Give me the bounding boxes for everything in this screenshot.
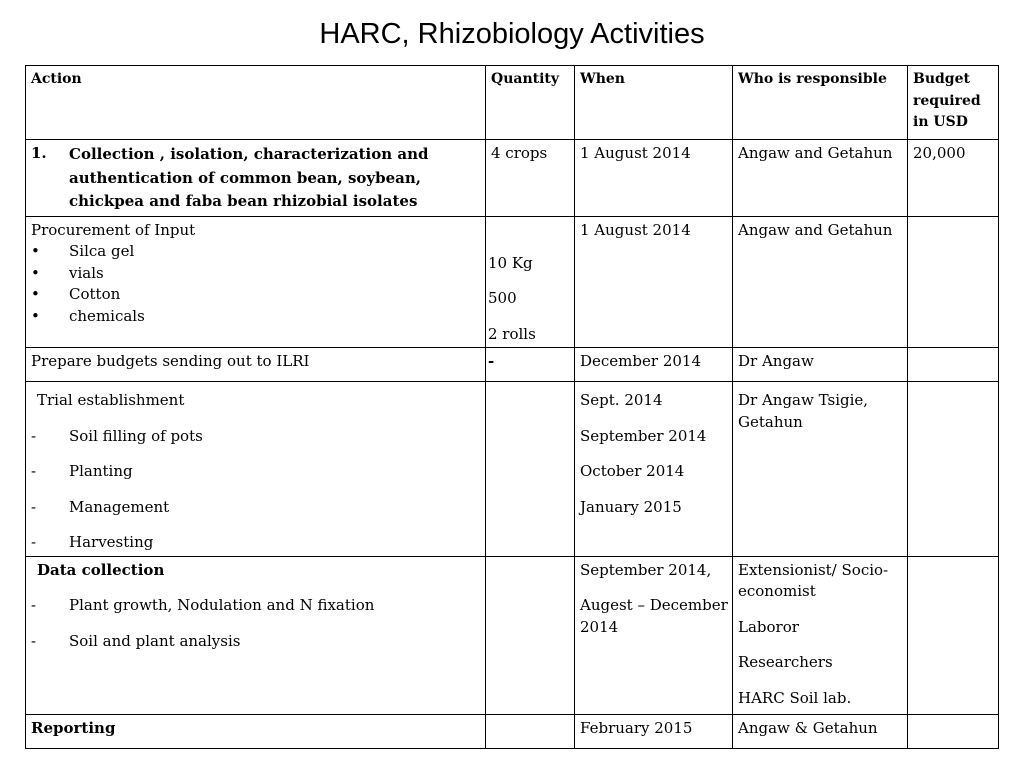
trial-item-3: Management [69,497,170,516]
data-collection-who-3: Researchers [738,653,833,671]
header-budget: Budget required in USD [908,66,999,140]
header-action: Action [26,66,486,140]
procurement-item-2: vials [69,263,104,282]
budgets-action: Prepare budgets sending out to ILRI [26,348,486,382]
list-item [31,263,481,285]
header-who: Who is responsible [733,66,908,140]
bullet-icon: • [31,242,40,260]
budgets-who: Dr Angaw [733,348,908,382]
collection-action: Collection , isolation, characterization and authentication of common bean, soybean, chickpea and faba bean rhizobial isolates [69,145,429,210]
procurement-budget [908,216,999,348]
trial-action-cell [26,382,486,557]
reporting-when: February 2015 [575,714,733,748]
dash-marker: - [31,631,37,650]
budgets-when: December 2014 [575,348,733,382]
reporting-quantity [486,714,575,748]
data-collection-action: Data collection [37,560,165,579]
list-item [31,497,481,519]
list-item [31,241,481,263]
procurement-quantity-1: 10 Kg [488,253,533,272]
header-quantity: Quantity [486,66,575,140]
data-collection-item-1: Plant growth, Nodulation and N fixation [69,596,375,614]
data-collection-action-cell [26,556,486,714]
trial-when-2: September 2014 [580,426,707,445]
collection-action-cell [26,140,486,217]
header-row [26,66,999,140]
dash-marker: - [31,596,37,614]
trial-budget [908,382,999,557]
data-collection-who-1: Extensionist/ Socio-economist [738,560,889,600]
data-collection-item-2: Soil and plant analysis [69,631,241,650]
dash-marker: - [31,426,37,445]
reporting-action: Reporting [26,714,486,748]
trial-when-4: January 2015 [580,497,682,516]
data-collection-when-1: September 2014, [580,560,712,579]
trial-when-3: October 2014 [580,462,685,480]
procurement-when: 1 August 2014 [575,216,733,348]
procurement-quantity-2: 500 [488,289,517,307]
data-collection-who-cell [733,556,908,714]
procurement-action: Procurement of Input [31,220,196,239]
dash-marker: - [31,533,37,551]
list-item [31,306,481,328]
table-row [26,216,999,348]
bullet-icon: • [31,285,40,303]
procurement-quantity-3: 2 rolls [488,324,536,343]
dash-marker: - [31,497,37,516]
bullet-icon: • [31,263,40,282]
procurement-action-cell [26,216,486,348]
list-item [31,631,481,653]
procurement-item-4: chemicals [69,306,145,325]
reporting-who: Angaw & Getahun [733,714,908,748]
trial-when-cell [575,382,733,557]
bullet-icon: • [31,306,40,325]
list-item [31,595,481,617]
header-when: When [575,66,733,140]
reporting-budget [908,714,999,748]
data-collection-quantity [486,556,575,714]
list-item [31,426,481,448]
table-row [26,382,999,557]
trial-item-2: Planting [69,462,133,480]
trial-when-1: Sept. 2014 [580,391,663,409]
list-item [31,284,481,306]
data-collection-when-cell [575,556,733,714]
data-collection-budget [908,556,999,714]
table-row [26,714,999,748]
activities-table [25,65,999,749]
procurement-who: Angaw and Getahun [733,216,908,348]
trial-item-4: Harvesting [69,533,154,551]
trial-item-1: Soil filling of pots [69,426,203,445]
procurement-item-1: Silca gel [69,242,135,260]
budgets-budget [908,348,999,382]
table-row [26,140,999,217]
table-row [26,556,999,714]
procurement-item-3: Cotton [69,285,121,303]
table-row [26,348,999,382]
trial-action: Trial establishment [37,391,185,409]
page-title: HARC, Rhizobiology Activities [319,18,705,50]
collection-who: Angaw and Getahun [733,140,908,217]
collection-when: 1 August 2014 [575,140,733,217]
data-collection-who-4: HARC Soil lab. [738,688,852,707]
list-item [31,532,481,554]
collection-quantity: 4 crops [486,140,575,217]
collection-number: 1. [31,144,47,162]
data-collection-when-2: Augest – December 2014 [580,596,728,636]
budgets-quantity: - [486,348,575,382]
trial-quantity [486,382,575,557]
dash-marker: - [31,462,37,480]
collection-budget: 20,000 [908,140,999,217]
procurement-quantity-cell [486,216,575,348]
trial-who: Dr Angaw Tsigie, Getahun [733,382,908,557]
data-collection-who-2: Laboror [738,617,799,636]
list-item [31,461,481,483]
